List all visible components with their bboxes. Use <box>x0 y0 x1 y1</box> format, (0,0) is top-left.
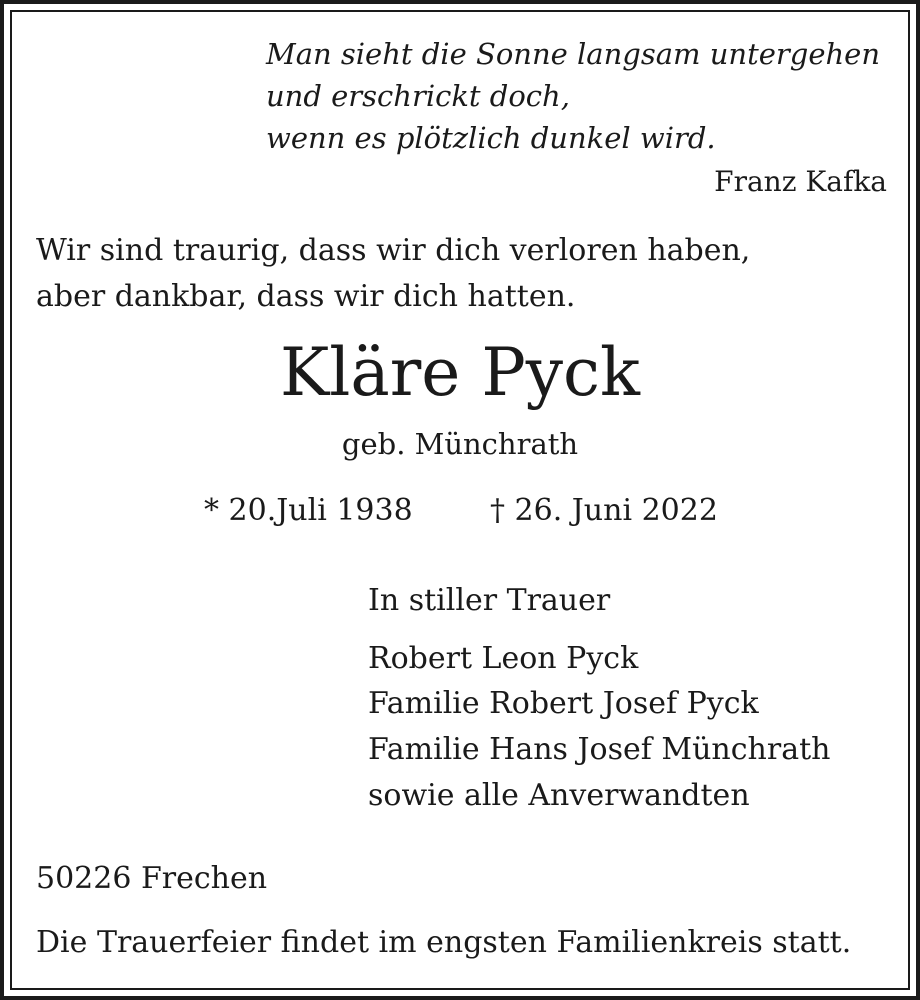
mourner-name: Robert Leon Pyck <box>368 641 639 676</box>
birth-date: * 20.Juli 1938 <box>204 493 413 528</box>
quote-line-3: wenn es plötzlich dunkel wird. <box>266 121 716 155</box>
death-date: † 26. Juni 2022 <box>490 493 718 528</box>
intro-line-2: aber dankbar, dass wir dich hatten. <box>36 279 576 314</box>
mourner-name: Familie Robert Josef Pyck <box>368 686 759 721</box>
mourning-heading: In stiller Trauer <box>368 583 611 618</box>
mourner-name: Familie Hans Josef Münchrath <box>368 732 831 767</box>
quote-line-1: Man sieht die Sonne langsam untergehen <box>266 37 880 71</box>
inner-border <box>10 10 910 990</box>
location: 50226 Frechen <box>36 861 268 896</box>
maiden-name: geb. Münchrath <box>341 427 579 461</box>
intro-line-1: Wir sind traurig, dass wir dich verloren haben, <box>36 233 751 268</box>
quote-line-2: und erschrickt doch, <box>266 79 570 113</box>
quote-author: Franz Kafka <box>714 165 887 198</box>
funeral-notice: Die Trauerfeier findet im engsten Familienkreis statt. <box>36 925 852 960</box>
deceased-name: Kläre Pyck <box>279 334 640 411</box>
mourner-name: sowie alle Anverwandten <box>368 778 750 813</box>
